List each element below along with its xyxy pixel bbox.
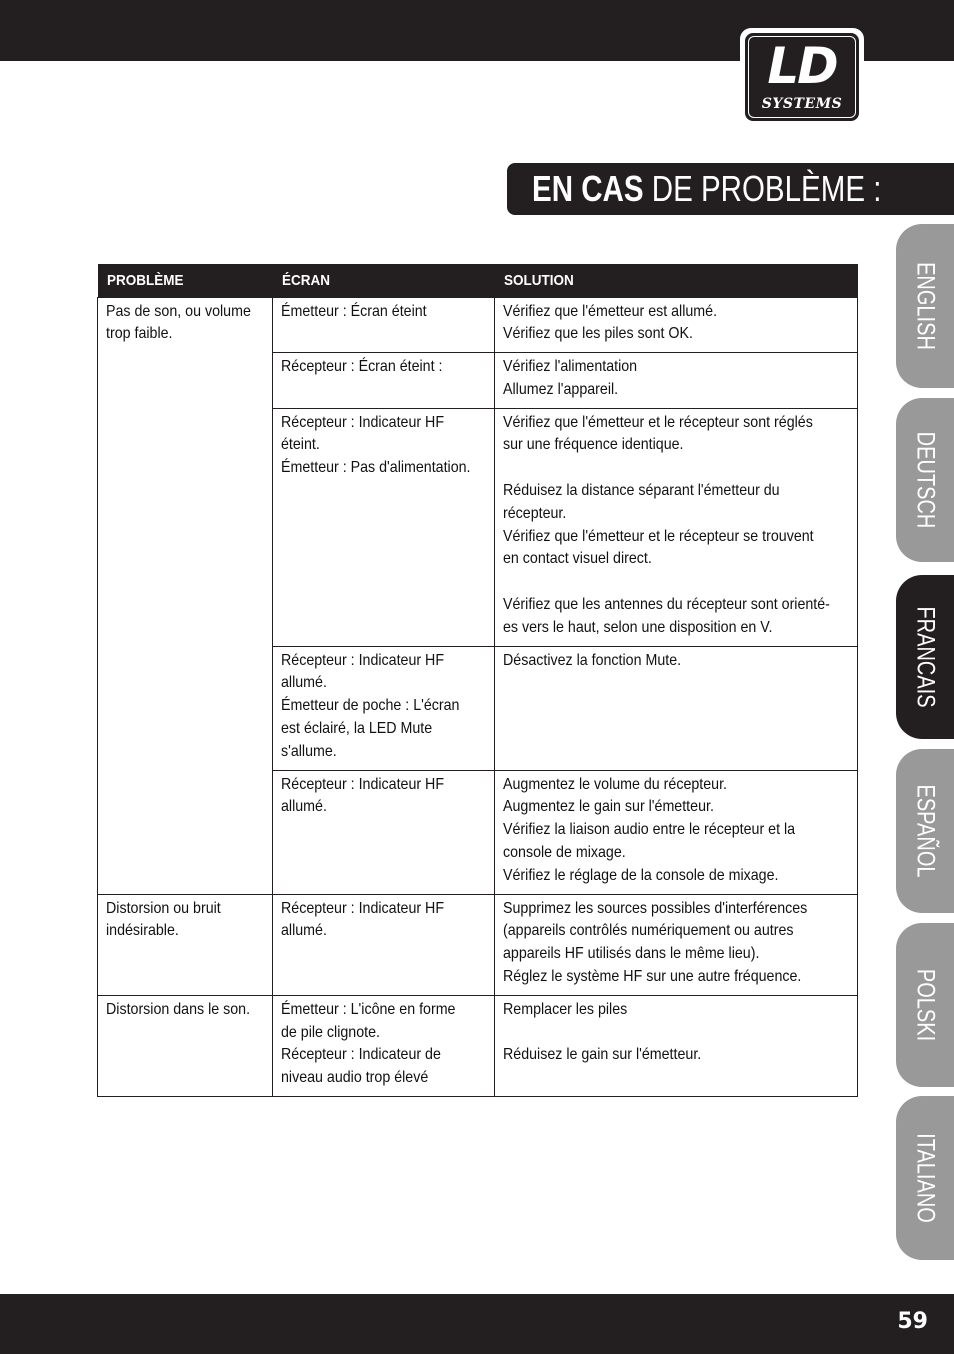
table-body bbox=[98, 297, 858, 1097]
text-line: Vérifiez que les piles sont OK. bbox=[503, 325, 693, 343]
problem-cell bbox=[98, 995, 273, 1096]
screen-cell bbox=[273, 770, 495, 894]
solution-cell bbox=[495, 646, 858, 770]
tab-label: DEUTSCH bbox=[911, 431, 940, 529]
section-title-banner bbox=[507, 163, 954, 215]
text-line: Augmentez le gain sur l'émetteur. bbox=[503, 798, 714, 816]
screen-cell bbox=[273, 894, 495, 995]
problem-cell bbox=[98, 894, 273, 995]
screen-cell-text bbox=[281, 412, 485, 480]
solution-cell bbox=[495, 408, 858, 646]
solution-cell-text bbox=[503, 650, 848, 673]
table-row bbox=[98, 894, 858, 995]
screen-cell bbox=[273, 646, 495, 770]
screen-cell bbox=[273, 297, 495, 353]
problem-cell-text bbox=[106, 898, 263, 944]
tab-label: FRANCAIS bbox=[911, 606, 940, 708]
text-line: es vers le haut, selon une disposition en V. bbox=[503, 618, 773, 636]
text-line: Émetteur : Écran éteint bbox=[281, 302, 427, 320]
table-row bbox=[98, 297, 858, 353]
text-line: Réduisez le gain sur l'émetteur. bbox=[503, 1046, 702, 1064]
tab-english[interactable] bbox=[896, 224, 954, 388]
tab-francais[interactable] bbox=[896, 575, 954, 739]
text-line: Distorsion dans le son. bbox=[106, 1000, 251, 1018]
screen-cell bbox=[273, 353, 495, 409]
screen-cell bbox=[273, 408, 495, 646]
text-line: Récepteur : Indicateur HF bbox=[281, 899, 445, 917]
text-line: est éclairé, la LED Mute bbox=[281, 720, 433, 738]
text-line: Vérifiez que l'émetteur et le récepteur sont réglés bbox=[503, 413, 813, 431]
text-line: Allumez l'appareil. bbox=[503, 380, 619, 398]
text-line: Vérifiez la liaison audio entre le récepteur et la bbox=[503, 821, 796, 839]
solution-cell bbox=[495, 770, 858, 894]
text-line: Vérifiez que l'émetteur est allumé. bbox=[503, 302, 718, 320]
problem-cell-text bbox=[106, 999, 263, 1022]
text-line: (appareils contrôlés numériquement ou autres bbox=[503, 922, 794, 940]
solution-cell bbox=[495, 894, 858, 995]
solution-cell-text bbox=[503, 774, 848, 888]
troubleshooting-table-container bbox=[97, 264, 857, 1097]
text-line: allumé. bbox=[281, 674, 327, 692]
text-line: Vérifiez le réglage de la console de mixage. bbox=[503, 866, 779, 884]
text-line: trop faible. bbox=[106, 325, 173, 343]
solution-cell-text bbox=[503, 356, 848, 402]
screen-cell-text bbox=[281, 650, 485, 764]
text-line: sur une fréquence identique. bbox=[503, 436, 684, 454]
solution-cell-text bbox=[503, 301, 848, 347]
page-title bbox=[532, 167, 881, 211]
text-line: éteint. bbox=[281, 436, 320, 454]
column-header-label: PROBLÈME bbox=[106, 271, 184, 289]
screen-cell bbox=[273, 995, 495, 1096]
logo-subtitle: SYSTEMS bbox=[761, 96, 843, 112]
column-header-label: ÉCRAN bbox=[281, 271, 330, 289]
solution-cell bbox=[495, 353, 858, 409]
text-line: s'allume. bbox=[281, 742, 337, 760]
text-line: indésirable. bbox=[106, 922, 179, 940]
tab-label: POLSKI bbox=[911, 968, 940, 1042]
text-line: Augmentez le volume du récepteur. bbox=[503, 775, 728, 793]
solution-cell-text bbox=[503, 999, 848, 1067]
table-header-row bbox=[98, 264, 858, 297]
ld-systems-logo bbox=[740, 28, 864, 126]
text-line: Émetteur : L'icône en forme bbox=[281, 1000, 456, 1018]
text-line: Vérifiez que les antennes du récepteur sont orienté- bbox=[503, 596, 830, 614]
text-line: Désactivez la fonction Mute. bbox=[503, 651, 682, 669]
text-line: Vérifiez l'alimentation bbox=[503, 358, 638, 376]
text-line: niveau audio trop élevé bbox=[281, 1069, 429, 1087]
table-row bbox=[98, 995, 858, 1096]
solution-cell bbox=[495, 995, 858, 1096]
text-line: Pas de son, ou volume bbox=[106, 302, 251, 320]
text-line: Récepteur : Indicateur de bbox=[281, 1046, 441, 1064]
solution-cell-text bbox=[503, 412, 848, 640]
column-header-solution bbox=[495, 264, 858, 297]
tab-label: ITALIANO bbox=[911, 1133, 940, 1223]
column-header-ecran bbox=[273, 264, 495, 297]
tab-label: ENGLISH bbox=[911, 262, 940, 350]
text-line: Réduisez la distance séparant l'émetteur du bbox=[503, 482, 780, 500]
solution-cell bbox=[495, 297, 858, 353]
solution-cell-text bbox=[503, 898, 848, 989]
text-line: Récepteur : Indicateur HF bbox=[281, 651, 445, 669]
text-line: allumé. bbox=[281, 922, 327, 940]
text-line: Supprimez les sources possibles d'interférences bbox=[503, 899, 808, 917]
text-line: en contact visuel direct. bbox=[503, 550, 652, 568]
title-bold-part: EN CAS bbox=[532, 168, 644, 209]
text-line: Distorsion ou bruit bbox=[106, 899, 221, 917]
text-line: de pile clignote. bbox=[281, 1023, 380, 1041]
problem-cell-text bbox=[106, 301, 263, 347]
logo-badge bbox=[745, 33, 859, 121]
text-line: console de mixage. bbox=[503, 844, 626, 862]
text-line: récepteur. bbox=[503, 504, 567, 522]
text-line bbox=[503, 1022, 848, 1045]
tab-espanol[interactable] bbox=[896, 749, 954, 913]
text-line: Vérifiez que l'émetteur et le récepteur se trouvent bbox=[503, 527, 814, 545]
title-rest-part: DE PROBLÈME : bbox=[643, 168, 882, 209]
logo-mark: LD bbox=[767, 37, 837, 95]
text-line: Récepteur : Indicateur HF bbox=[281, 775, 445, 793]
tab-polski[interactable] bbox=[896, 923, 954, 1087]
text-line: Récepteur : Écran éteint : bbox=[281, 358, 443, 376]
page-number: 59 bbox=[897, 1309, 928, 1334]
text-line bbox=[503, 571, 848, 594]
text-line: appareils HF utilisés dans le même lieu). bbox=[503, 945, 760, 963]
text-line: Émetteur de poche : L'écran bbox=[281, 697, 460, 715]
troubleshooting-table bbox=[97, 264, 858, 1097]
text-line: Réglez le système HF sur une autre fréquence. bbox=[503, 968, 802, 986]
problem-cell bbox=[98, 297, 273, 894]
tab-label: ESPAÑOL bbox=[911, 784, 940, 878]
text-line: Récepteur : Indicateur HF bbox=[281, 413, 445, 431]
text-line: Remplacer les piles bbox=[503, 1000, 628, 1018]
text-line: Émetteur : Pas d'alimentation. bbox=[281, 459, 471, 477]
screen-cell-text bbox=[281, 774, 485, 820]
screen-cell-text bbox=[281, 898, 485, 944]
column-header-probleme bbox=[98, 264, 273, 297]
bottom-bar bbox=[0, 1294, 954, 1354]
tab-italiano[interactable] bbox=[896, 1096, 954, 1260]
screen-cell-text bbox=[281, 356, 485, 379]
text-line: allumé. bbox=[281, 798, 327, 816]
tab-deutsch[interactable] bbox=[896, 398, 954, 562]
screen-cell-text bbox=[281, 301, 485, 324]
text-line bbox=[503, 457, 848, 480]
column-header-label: SOLUTION bbox=[503, 271, 574, 289]
screen-cell-text bbox=[281, 999, 485, 1090]
